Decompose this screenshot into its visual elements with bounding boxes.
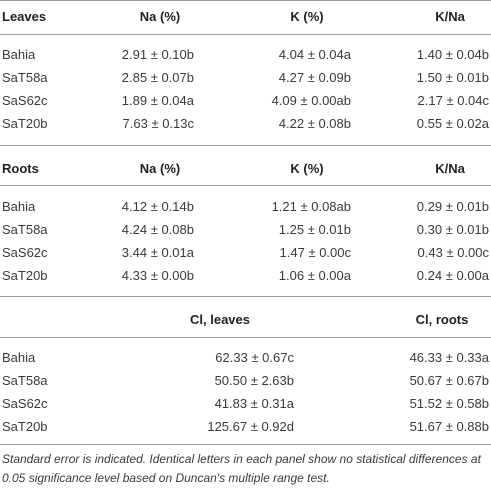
cl-leaves-value: 50.50 ± 2.63b — [214, 373, 294, 388]
row-label: SaT58a — [2, 70, 48, 85]
table-row — [0, 265, 491, 287]
na-value: 4.33 ± 0.00b — [121, 268, 194, 283]
roots-k-header: K (%) — [290, 161, 324, 176]
cl-roots-value: 51.67 ± 0.88b — [409, 419, 489, 434]
na-value: 1.89 ± 0.04a — [121, 93, 194, 108]
na-value: 2.91 ± 0.10b — [121, 47, 194, 62]
roots-header-row — [0, 158, 491, 180]
table-row — [0, 113, 491, 135]
row-label: SaS62c — [2, 245, 48, 260]
leaves-header-row — [0, 6, 491, 28]
table-row — [0, 196, 491, 218]
cl-leaves-value: 125.67 ± 0.92d — [207, 419, 294, 434]
row-label: Bahia — [2, 350, 36, 365]
leaves-k-header: K (%) — [290, 9, 324, 24]
k-value: 4.04 ± 0.04a — [278, 47, 351, 62]
row-label: SaT20b — [2, 268, 48, 283]
table-row — [0, 90, 491, 112]
kna-value: 1.50 ± 0.01b — [416, 70, 489, 85]
table-row — [0, 347, 491, 369]
leaves-na-header: Na (%) — [139, 9, 181, 24]
table-row — [0, 242, 491, 264]
kna-value: 0.43 ± 0.00c — [417, 245, 489, 260]
leaves-panel-label: Leaves — [2, 9, 47, 24]
roots-panel-label: Roots — [2, 161, 39, 176]
cl-roots-value: 51.52 ± 0.58b — [409, 396, 489, 411]
k-value: 4.09 ± 0.00ab — [271, 93, 351, 108]
table-row — [0, 44, 491, 66]
table-row — [0, 416, 491, 438]
cl-header-rule — [0, 337, 491, 338]
row-label: SaT20b — [2, 419, 48, 434]
table-footnote: Standard error is indicated. Identical letters in each panel show no statistical differences at 0.05 significance level based on Duncan's multiple range test. — [2, 452, 481, 485]
cl-roots-value: 46.33 ± 0.33a — [409, 350, 489, 365]
cl-roots-header: Cl, roots — [415, 312, 469, 327]
roots-header-rule — [0, 185, 491, 186]
kna-value: 1.40 ± 0.04b — [416, 47, 489, 62]
kna-value: 0.55 ± 0.02a — [416, 116, 489, 131]
table-row — [0, 219, 491, 241]
table-row — [0, 393, 491, 415]
k-value: 4.27 ± 0.09b — [278, 70, 351, 85]
cl-leaves-header: Cl, leaves — [190, 312, 250, 327]
kna-value: 2.17 ± 0.04c — [417, 93, 489, 108]
row-label: Bahia — [2, 199, 36, 214]
cl-roots-value: 50.67 ± 0.67b — [409, 373, 489, 388]
leaves-header-rule — [0, 34, 491, 35]
row-label: Bahia — [2, 47, 36, 62]
k-value: 1.21 ± 0.08ab — [271, 199, 351, 214]
panel-divider — [0, 145, 491, 146]
k-value: 1.47 ± 0.00c — [279, 245, 351, 260]
k-value: 1.06 ± 0.00a — [278, 268, 351, 283]
table-top-rule — [0, 0, 491, 1]
table-bottom-rule — [0, 444, 491, 445]
k-value: 4.22 ± 0.08b — [278, 116, 351, 131]
kna-value: 0.29 ± 0.01b — [416, 199, 489, 214]
kna-value: 0.24 ± 0.00a — [416, 268, 489, 283]
roots-na-header: Na (%) — [139, 161, 181, 176]
row-label: SaT20b — [2, 116, 48, 131]
na-value: 3.44 ± 0.01a — [121, 245, 194, 260]
cl-leaves-value: 62.33 ± 0.67c — [215, 350, 294, 365]
cl-header-row — [0, 309, 491, 331]
na-value: 4.24 ± 0.08b — [121, 222, 194, 237]
leaves-kna-header: K/Na — [435, 9, 465, 24]
table-row — [0, 67, 491, 89]
na-value: 7.63 ± 0.13c — [122, 116, 194, 131]
table-row — [0, 370, 491, 392]
panel-divider — [0, 296, 491, 297]
na-value: 4.12 ± 0.14b — [121, 199, 194, 214]
cl-leaves-value: 41.83 ± 0.31a — [214, 396, 294, 411]
row-label: SaT58a — [2, 373, 48, 388]
row-label: SaS62c — [2, 93, 48, 108]
roots-kna-header: K/Na — [435, 161, 465, 176]
row-label: SaT58a — [2, 222, 48, 237]
kna-value: 0.30 ± 0.01b — [416, 222, 489, 237]
k-value: 1.25 ± 0.01b — [278, 222, 351, 237]
na-value: 2.85 ± 0.07b — [121, 70, 194, 85]
row-label: SaS62c — [2, 396, 48, 411]
